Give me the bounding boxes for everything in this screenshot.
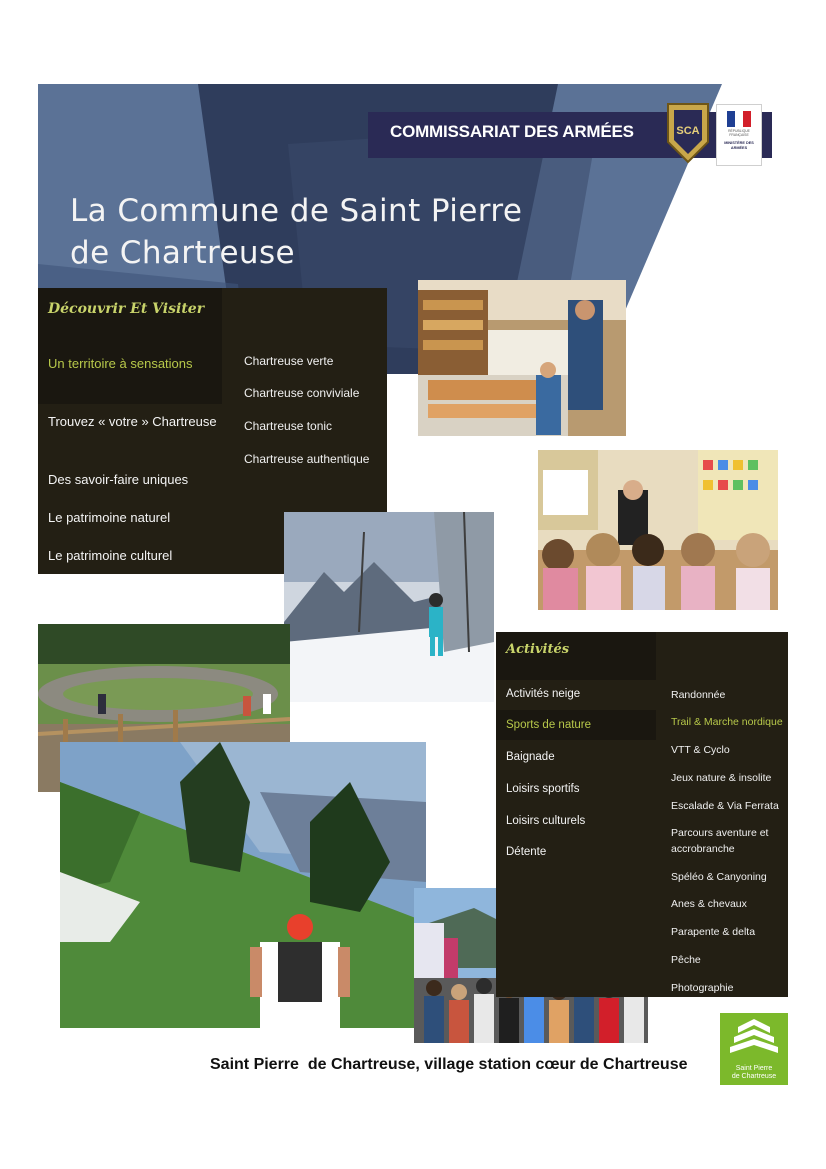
page-title-line2: de Chartreuse	[70, 235, 296, 271]
commune-logo-line1: Saint Pierre	[735, 1065, 773, 1072]
discover-menu-heading: Découvrir Et Visiter	[48, 301, 205, 317]
activities-submenu-item[interactable]: Pêche	[671, 954, 701, 966]
page-title	[70, 190, 630, 274]
mountain-logo-icon	[720, 1013, 788, 1065]
ministry-label: COMMISSARIAT DES ARMÉES	[390, 122, 634, 141]
french-flag-icon	[727, 111, 751, 127]
activities-menu-item[interactable]: Baignade	[506, 751, 555, 763]
activities-submenu-item[interactable]: Anes & chevaux	[671, 898, 747, 910]
activities-menu-item[interactable]: Activités neige	[506, 688, 581, 700]
activities-menu-header	[496, 632, 656, 680]
sca-badge-text: SCA	[676, 125, 700, 137]
ministry-logo	[716, 104, 762, 166]
activities-menu-item-active[interactable]: Sports de nature	[506, 719, 592, 731]
activities-submenu-item[interactable]: Randonnée	[671, 689, 726, 701]
commune-logo-line2: de Chartreuse	[731, 1073, 777, 1080]
commune-logo-text	[720, 1065, 788, 1081]
commune-logo	[720, 1013, 788, 1085]
activities-submenu-item[interactable]: Parapente & delta	[671, 926, 756, 938]
discover-menu-header	[38, 288, 222, 342]
discover-submenu-item[interactable]: Chartreuse authentique	[244, 452, 370, 466]
ski-photo	[284, 512, 494, 702]
activities-menu-panel	[496, 632, 788, 997]
activities-submenu-item[interactable]: Escalade & Via Ferrata	[671, 800, 779, 812]
discover-menu-item[interactable]: Le patrimoine naturel	[48, 510, 171, 525]
bakery-photo	[418, 280, 626, 436]
activities-menu-item[interactable]: Loisirs sportifs	[506, 783, 580, 795]
discover-submenu-item[interactable]: Chartreuse verte	[244, 354, 334, 368]
footer-caption: Saint Pierre de Chartreuse, village station cœur de Chartreuse	[210, 1056, 688, 1073]
activities-submenu-item[interactable]: Jeux nature & insolite	[671, 772, 772, 784]
activities-menu-item[interactable]: Détente	[506, 846, 547, 858]
trail-runner-photo	[60, 742, 426, 1028]
classroom-photo	[538, 450, 778, 610]
discover-submenu-item[interactable]: Chartreuse tonic	[244, 419, 333, 433]
activities-submenu-item-active[interactable]: Trail & Marche nordique	[671, 716, 783, 728]
page-title-line1: La Commune de Saint Pierre	[70, 193, 523, 229]
ministere-label: MINISTÈRE DES ARMÉES	[724, 141, 754, 150]
discover-menu-active-item[interactable]	[38, 342, 222, 404]
discover-menu-item[interactable]: Des savoir-faire uniques	[48, 472, 189, 487]
activities-submenu-item[interactable]: VTT & Cyclo	[671, 744, 730, 756]
sca-badge-logo	[664, 102, 712, 164]
activities-submenu-item[interactable]: Parcours aventure et accrobranche	[671, 827, 769, 855]
republique-label: RÉPUBLIQUE FRANÇAISE	[728, 129, 750, 137]
discover-menu-item[interactable]: Le patrimoine culturel	[48, 548, 173, 563]
activities-menu-item[interactable]: Loisirs culturels	[506, 815, 586, 827]
discover-menu-item[interactable]: Trouvez « votre » Chartreuse	[48, 414, 217, 429]
activities-submenu-item[interactable]: Photographie	[671, 982, 734, 994]
activities-submenu-item[interactable]: Spéléo & Canyoning	[671, 871, 767, 883]
discover-menu-active-label: Un territoire à sensations	[48, 356, 193, 371]
activities-menu-heading: Activités	[506, 642, 570, 657]
discover-submenu-item[interactable]: Chartreuse conviviale	[244, 386, 360, 400]
